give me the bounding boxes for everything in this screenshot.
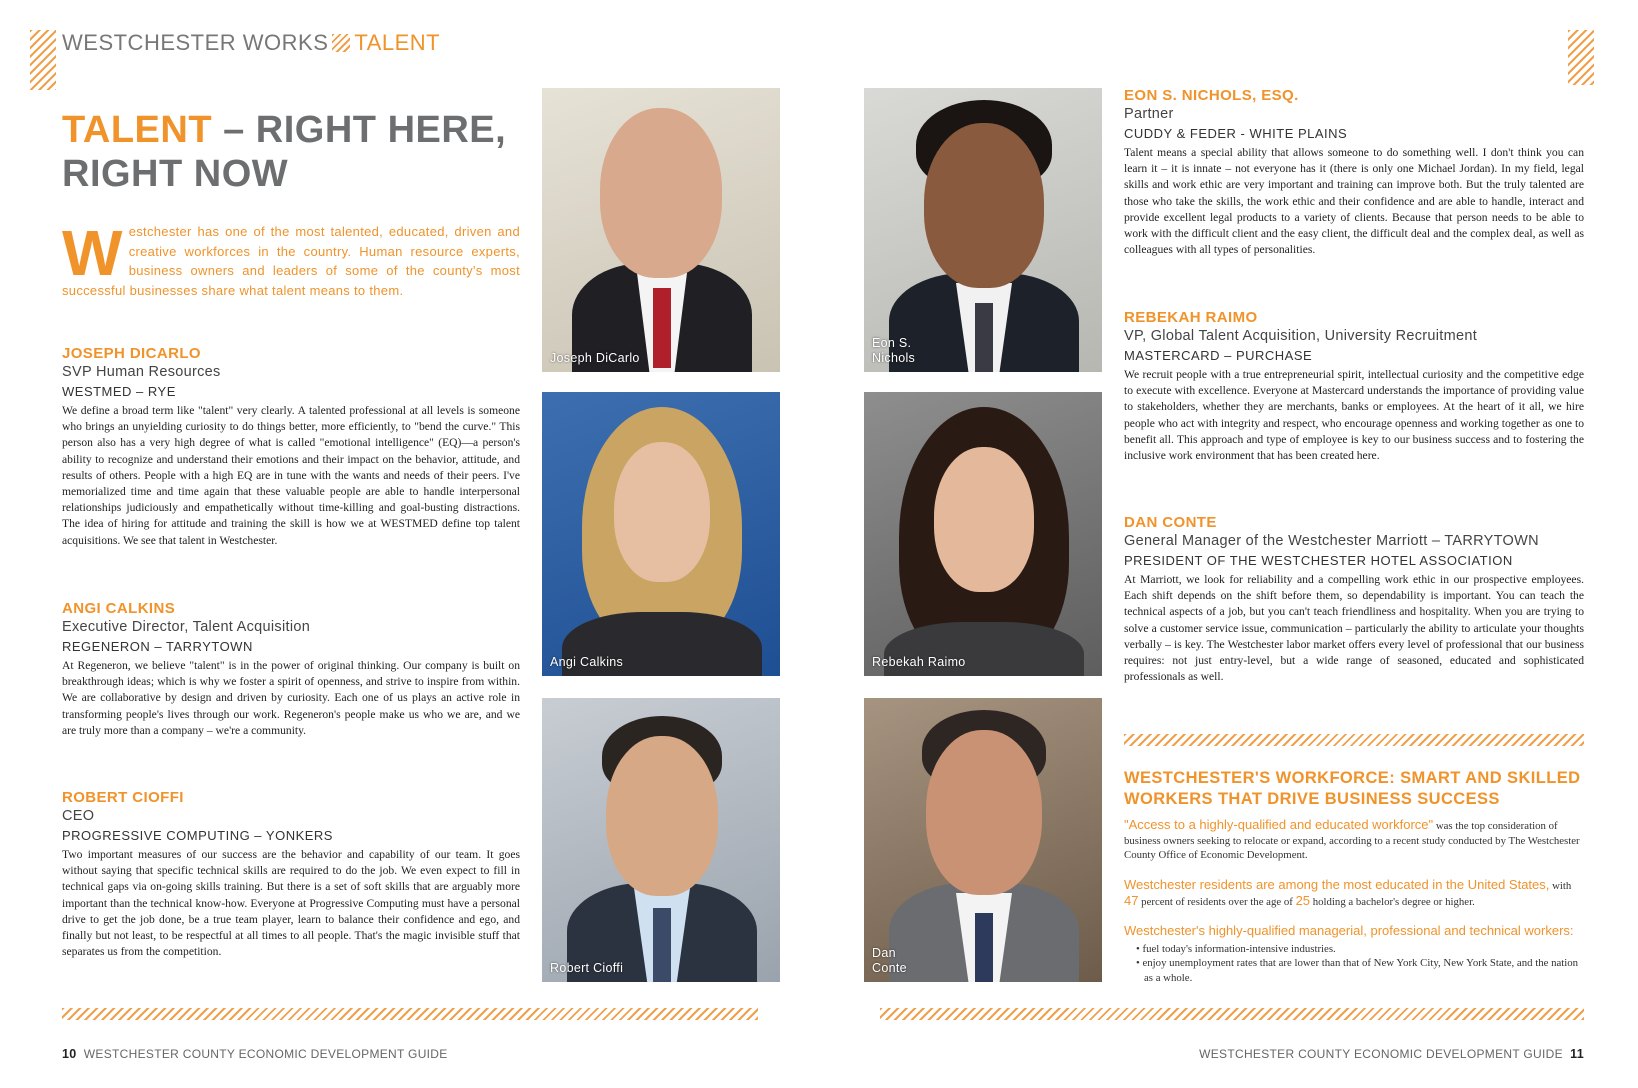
tie-shape [653, 288, 671, 368]
person-name: JOSEPH DICARLO [62, 345, 201, 362]
running-header [62, 30, 440, 56]
photo-caption: Dan Conte [872, 946, 907, 975]
person-name: ROBERT CIOFFI [62, 789, 184, 806]
footer-left [62, 1047, 448, 1061]
person-company: REGENERON – TARRYTOWN [62, 639, 253, 654]
profile-rebekah-raimo [1124, 308, 1584, 464]
head-shape [926, 730, 1042, 895]
person-title: SVP Human Resources [62, 364, 221, 380]
sidebar-highlight: Westchester residents are among the most educated in the United States, [1124, 877, 1550, 892]
photo-caption: Robert Cioffi [550, 961, 624, 975]
sidebar-highlight: "Access to a highly-qualified and educated workforce" [1124, 817, 1434, 832]
page-number-right: 11 [1570, 1047, 1584, 1061]
photo-dan-conte [864, 698, 1102, 982]
sidebar-paragraph-2 [1124, 878, 1584, 909]
person-title: CEO [62, 808, 95, 824]
sidebar-highlight: Westchester's highly-qualified managerial, professional and technical workers: [1124, 923, 1574, 938]
person-company: WESTMED – RYE [62, 384, 176, 399]
person-quote: We recruit people with a true entrepreneurial spirit, intellectual curiosity and the competitive edge to execute with excellence. Everyone at Mastercard understands the importance of providing value to stakeholders, whether they are merchants, banks or employees. At the heart of it all, we hire people who act with integrity and respect, who encourage openness and working together as one to benefit all. This approach and type of employee is key to our business success and to fostering the inclusive work environment that has been created here. [1124, 368, 1584, 463]
header-section: WESTCHESTER WORKS [62, 30, 329, 55]
photo-caption: Angi Calkins [550, 655, 624, 669]
person-quote: At Marriott, we look for reliability and a compelling work ethic in our prospective employees. Each shift depends on the shift before them, so dependability is important. You can teach the technical aspects of a job, but you can't teach friendliness and hospitality. When you are trying to solve a customer service issue, communication – particularly the ability to articulate your thoughts verbally – is key. The Westchester labor market offers every level of professional that our business requires: not just entry-level, but a wide range of seasoned, educated and sophisticated professionals as well. [1124, 573, 1584, 684]
person-title: Partner [1124, 106, 1174, 122]
title-rest: – RIGHT HERE, RIGHT NOW [62, 109, 507, 195]
title-accent: TALENT [62, 109, 213, 151]
photo-robert-cioffi [542, 698, 780, 982]
profile-angi-calkins [62, 599, 520, 739]
tie-shape [975, 303, 993, 372]
profile-dan-conte [1124, 513, 1584, 685]
footer-title-left: WESTCHESTER COUNTY ECONOMIC DEVELOPMENT GUIDE [83, 1047, 448, 1061]
stat-percent: 47 [1124, 892, 1139, 908]
head-shape [934, 447, 1034, 592]
person-name: ANGI CALKINS [62, 600, 176, 617]
person-title: Executive Director, Talent Acquisition [62, 619, 311, 635]
head-shape [924, 123, 1044, 288]
person-title: VP, Global Talent Acquisition, University Recruitment [1124, 328, 1478, 344]
person-name: DAN CONTE [1124, 514, 1217, 531]
tie-shape [975, 913, 993, 982]
person-company: PRESIDENT OF THE WESTCHESTER HOTEL ASSOCIATION [1124, 553, 1513, 568]
list-item: • fuel today's information-intensive industries. [1136, 942, 1336, 955]
person-quote: We define a broad term like "talent" very clearly. A talented professional at all levels is someone who brings an unyielding curiosity to do things better, more efficiently, to "bend the curve." This person also has a very high degree of what is called "emotional intelligence" (EQ)—a person's ability to recognize and understand their emotions and their impact on the behavior, attitude, and results of others. People with a high EQ are in tune with the wants and needs of their peers. I've memorialized time and time again that these valuable people are able to handle interpersonal relationships judiciously and empathetically without time-killing and goal-busting distractions. The idea of hiring for attitude and training the skill is how we at WESTMED define top talent acquisitions. We see that talent in Westchester. [62, 404, 520, 547]
person-quote: At Regeneron, we believe "talent" is in the power of original thinking. Our company is built on breakthrough ideas; which is why we foster a spirit of openness, and strive to inspire from within. We are collaborative by design and driven by curiosity. Each one of us plays an active role in transforming people's lives through our work. Regeneron's people make us who we are, and we are truly more than a company – we're a community. [62, 659, 520, 737]
sidebar-text: holding a bachelor's degree or higher. [1310, 895, 1475, 908]
person-company: MASTERCARD – PURCHASE [1124, 348, 1313, 363]
sidebar-text: was the top consideration of business owners seeking to relocate or expand, according to a recent study conducted by The Westchester County Office of Economic Development. [1124, 820, 1580, 861]
sidebar-top-rule [1124, 734, 1584, 746]
head-shape [606, 736, 718, 896]
intro-paragraph [62, 217, 520, 300]
person-quote: Two important measures of our success are the behavior and capability of our team. It goes without saying that specific technical skills are required to do the job. We even expect to fill in technical gaps via on-going skills training. But there is a set of soft skills that are arguably more important than the technical know-how. Everyone at Progressive Computing must have a personal drive to get the job done, be a true team player, learn to balance their confidence and ego, and finally but not least, to be respectful at all times to all people. That's the magic invisible stuff that separates us from the competition. [62, 848, 520, 959]
sidebar-paragraph-3 [1124, 924, 1584, 985]
stat-age: 25 [1295, 892, 1311, 908]
page-title [62, 108, 522, 196]
footer-right [1199, 1047, 1584, 1061]
head-shape [614, 442, 710, 582]
header-separator-icon [332, 34, 350, 52]
header-topic: TALENT [354, 30, 441, 55]
sidebar-paragraph-1 [1124, 818, 1584, 863]
list-item: • enjoy unemployment rates that are lower than that of New York City, New York State, and the nation as a whole. [1136, 957, 1579, 984]
photo-joseph-dicarlo [542, 88, 780, 372]
intro-text: estchester has one of the most talented, educated, driven and creative workforces in the country. Human resource experts, business owners and leaders of some of the county's most successful businesses share what talent means to them. [62, 224, 520, 298]
page-number-left: 10 [62, 1047, 77, 1061]
person-name: REBEKAH RAIMO [1124, 309, 1258, 326]
corner-hatch-top-left [30, 30, 56, 90]
head-shape [600, 108, 722, 278]
sidebar-text: with [1549, 880, 1572, 892]
footer-title-right: WESTCHESTER COUNTY ECONOMIC DEVELOPMENT GUIDE [1199, 1047, 1563, 1061]
bottom-rule-right [880, 1008, 1584, 1020]
profile-joseph-dicarlo [62, 344, 520, 549]
person-company: PROGRESSIVE COMPUTING – YONKERS [62, 828, 333, 843]
photo-caption: Joseph DiCarlo [550, 351, 640, 365]
bottom-rule-left [62, 1008, 758, 1020]
photo-eon-nichols [864, 88, 1102, 372]
tie-shape [653, 908, 671, 982]
person-title: General Manager of the Westchester Marriott – TARRYTOWN [1124, 533, 1539, 549]
corner-hatch-top-right [1568, 30, 1594, 85]
photo-caption: Eon S. Nichols [872, 336, 916, 365]
profile-eon-nichols [1124, 86, 1584, 258]
drop-cap: W [62, 217, 123, 289]
sidebar-bullet-list [1124, 942, 1584, 986]
photo-angi-calkins [542, 392, 780, 676]
sidebar-title: WESTCHESTER'S WORKFORCE: SMART AND SKILLED WORKERS THAT DRIVE BUSINESS SUCCESS [1124, 769, 1581, 808]
photo-rebekah-raimo [864, 392, 1102, 676]
person-name: EON S. NICHOLS, ESQ. [1124, 87, 1299, 104]
sidebar-text: percent of residents over the age of [1138, 895, 1296, 908]
profile-robert-cioffi [62, 788, 520, 960]
person-quote: Talent means a special ability that allows someone to do something well. I don't think you can learn it – it is innate – not everyone has it (there is only one Michael Jordan). In my field, legal skills and work ethic are very important and training can improve both. But the truly talented are those who take the skills, the work ethic and their confidence and are able to handle, interact and provide excellent legal products to a variety of clients. Because that person needs to be able to work with the difficult client and the easy client, the difficult deal and the complex deal, as well as colleagues with all types of personalities. [1124, 146, 1584, 257]
person-company: CUDDY & FEDER - WHITE PLAINS [1124, 126, 1348, 141]
photo-caption: Rebekah Raimo [872, 655, 966, 669]
